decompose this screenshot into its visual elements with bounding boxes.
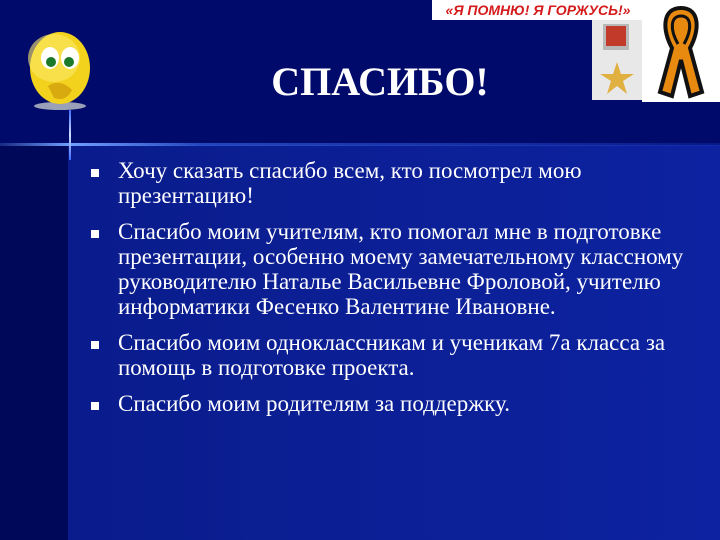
bullet-icon bbox=[91, 169, 99, 177]
vertical-divider bbox=[69, 110, 71, 160]
list-item-text: Спасибо моим родителям за поддержку. bbox=[118, 391, 510, 416]
memorial-banner: «Я ПОМНЮ! Я ГОРЖУСЬ!» bbox=[432, 0, 644, 20]
list-item-text: Хочу сказать спасибо всем, кто посмотрел мою презентацию! bbox=[118, 158, 582, 208]
list-item bbox=[88, 158, 688, 208]
bullet-icon bbox=[91, 230, 99, 238]
thanks-list bbox=[88, 158, 688, 427]
bullet-icon bbox=[91, 402, 99, 410]
bullet-icon bbox=[91, 341, 99, 349]
thinking-smiley-icon bbox=[20, 28, 100, 112]
list-item bbox=[88, 219, 688, 319]
slide-title: СПАСИБО! bbox=[271, 59, 489, 104]
list-item bbox=[88, 330, 688, 380]
list-item-text: Спасибо моим учителям, кто помогал мне в подготовке презентации, особенно моему замечательному классному руководителю Наталье Васильевне Фроловой, учителю информатики Фесенко Валентине Ивановне. bbox=[118, 219, 684, 319]
list-item-text: Спасибо моим одноклассникам и ученикам 7а класса за помощь в подготовке проекта. bbox=[118, 330, 666, 380]
divider-line bbox=[0, 143, 720, 146]
st-george-ribbon-icon bbox=[642, 0, 720, 102]
list-item bbox=[88, 391, 688, 416]
hero-star-medal-icon bbox=[592, 20, 642, 100]
